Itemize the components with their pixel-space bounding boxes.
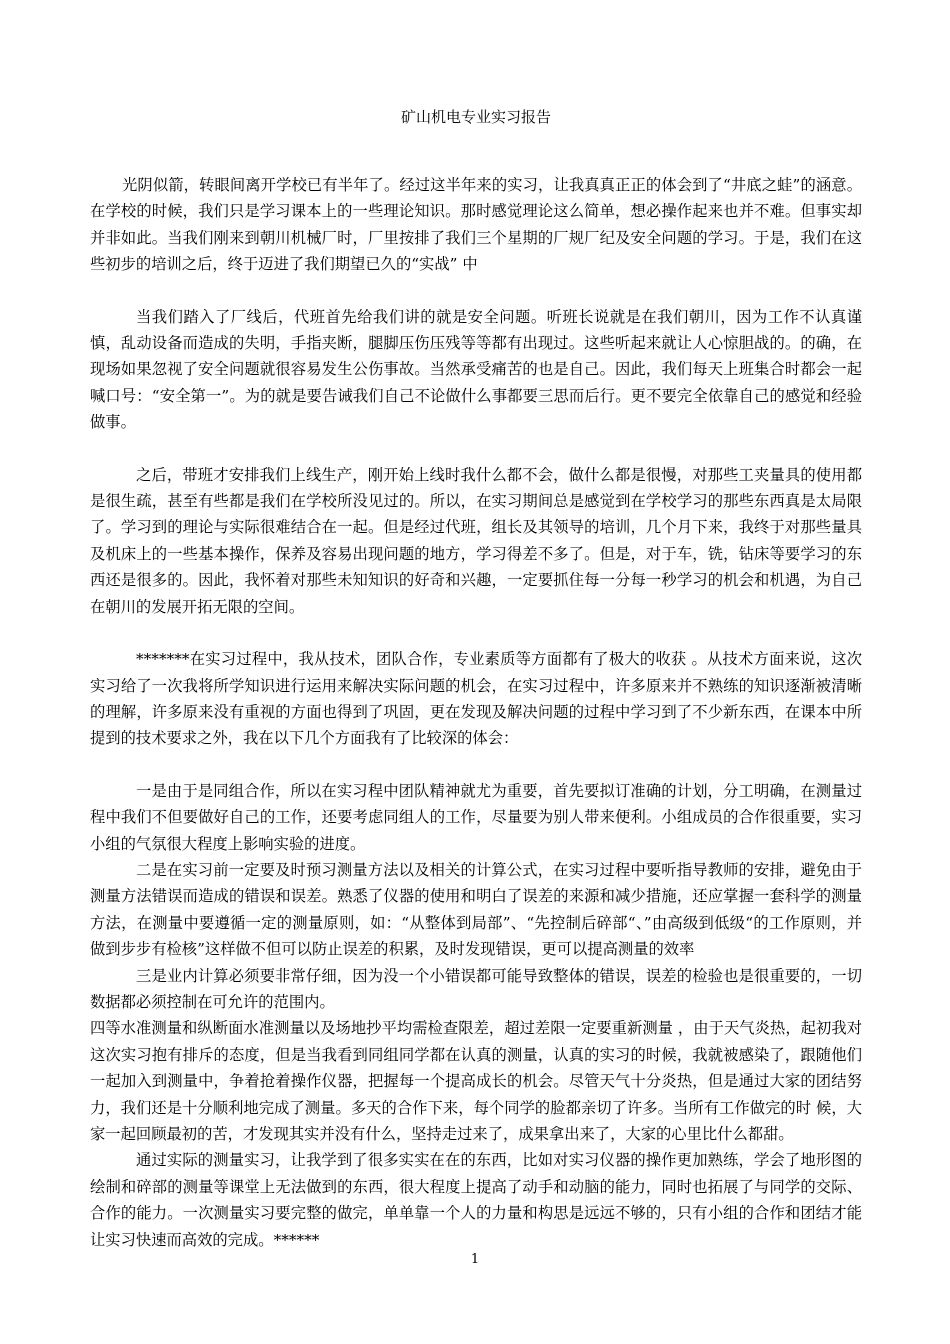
paragraph-4: *******在实习过程中，我从技术，团队合作，专业素质等方面都有了极大的收获 。从技术方面来说，这次实习给了一次我将所学知识进行运用来解决实际问题的机会，在实习过程中，许多原来并不熟练的知识逐渐被清晰的理解，许多原来没有重视的方面也得到了巩固，更在发现及解决问题的过程中学习到了不少新东西，在课本中所提到的技术要求之外，我在以下几个方面我有了比较深的体会： [90, 650, 862, 748]
paragraph-2: 当我们踏入了厂线后，代班首先给我们讲的就是安全问题。听班长说就是在我们朝川，因为工作不认真谨慎，乱动设备而造成的失明，手指夹断，腿脚压伤压残等等都有出现过。这些听起来就让人心惊胆战的。的确，在现场如果忽视了安全问题就很容易发生公伤事故。当然承受痛苦的也是自己。因此，我们每天上班集合时都会一起喊口号：“安全第一”。为的就是要告诫我们自己不论做什么事都要三思而后行。更不要完全依靠自己的感觉和经验做事。 [90, 307, 862, 432]
paragraph-7: 三是业内计算必须要非常仔细，因为没一个小错误都可能导致整体的错误，误差的检验也是很重要的，一切数据都必须控制在可允许的范围内。 [90, 966, 862, 1011]
document-page [90, 106, 862, 1253]
paragraph-1: 光阴似箭，转眼间离开学校已有半年了。经过这半年来的实习，让我真真正正的体会到了“井底之蛙”的涵意。 在学校的时候，我们只是学习课本上的一些理论知识。那时感觉理论这么简单，想必操作起来也并不难。但事实却并非如此。当我们刚来到朝川机械厂时，厂里按排了我们三个星期的厂规厂纪及安全问题的学习。于是，我们在这些初步的培训之后，终于迈进了我们期望已久的“实战” 中 [90, 176, 862, 274]
paragraph-3: 之后，带班才安排我们上线生产，刚开始上线时我什么都不会，做什么都是很慢，对那些工夹量具的使用都是很生疏，甚至有些都是我们在学校所没见过的。所以，在实习期间总是感觉到在学校学习的那些东西真是太局限了。学习到的理论与实际很难结合在一起。但是经过代班，组长及其领导的培训，几个月下来，我终于对那些量具及机床上的一些基本操作，保养及容易出现问题的地方，学习得差不多了。但是，对于车，铣，钻床等要学习的东西还是很多的。因此，我怀着对那些未知知识的好奇和兴趣，一定要抓住每一分每一秒学习的机会和机遇，为自己在朝川的发展开拓无限的空间。 [90, 465, 862, 616]
paragraph-8: 四等水准测量和纵断面水准测量以及场地抄平均需检查限差，超过差限一定要重新测量 ，由于天气炎热，起初我对这次实习抱有排斥的态度，但是当我看到同组同学都在认真的测量，认真的实习的时候，我就被感染了，跟随他们一起加入到测量中，争着抢着操作仪器，把握每一个提高成长的机会。尽管天气十分炎热，但是通过大家的团结努力，我们还是十分顺利地完成了测量。多天的合作下来，每个同学的脸都亲切了许多。当所有工作做完的时 候，大家一起回顾最初的苦，才发现其实并没有什么，坚持走过来了，成果拿出来了，大家的心里比什么都甜。 [90, 1019, 862, 1143]
document-title: 矿山机电专业实习报告 [400, 108, 551, 126]
page-number: 1 [470, 1252, 480, 1267]
paragraph-6: 二是在实习前一定要及时预习测量方法以及相关的计算公式，在实习过程中要听指导教师的安排，避免由于测量方法错误而造成的错误和误差。熟悉了仪器的使用和明白了误差的来源和减少措施，还应掌握一套科学的测量方法，在测量中要遵循一定的测量原则，如：“从整体到局部”、“先控制后碎部“、”由高级到低级“的工作原则，并做到步步有检核”这样做不但可以防止误差的积累，及时发现错误，更可以提高测量的效率 [90, 860, 862, 959]
paragraph-5: 一是由于是同组合作，所以在实习程中团队精神就尤为重要，首先要拟订准确的计划，分工明确，在测量过程中我们不但要做好自己的工作，还要考虑同组人的工作，尽量要为别人带来便利。小组成员的合作很重要，实习小组的气氛很大程度上影响实验的进度。 [90, 781, 862, 853]
paragraph-9: 通过实际的测量实习，让我学到了很多实实在在的东西，比如对实习仪器的操作更加熟练，学会了地形图的绘制和碎部的测量等课堂上无法做到的东西，很大程度上提高了动手和动脑的能力，同时也拓展了与同学的交际、合作的能力。一次测量实习要完整的做完，单单靠一个人的力量和构思是远远不够的，只有小组的合作和团结才能让实习快速而高效的完成。****** [90, 1151, 862, 1249]
